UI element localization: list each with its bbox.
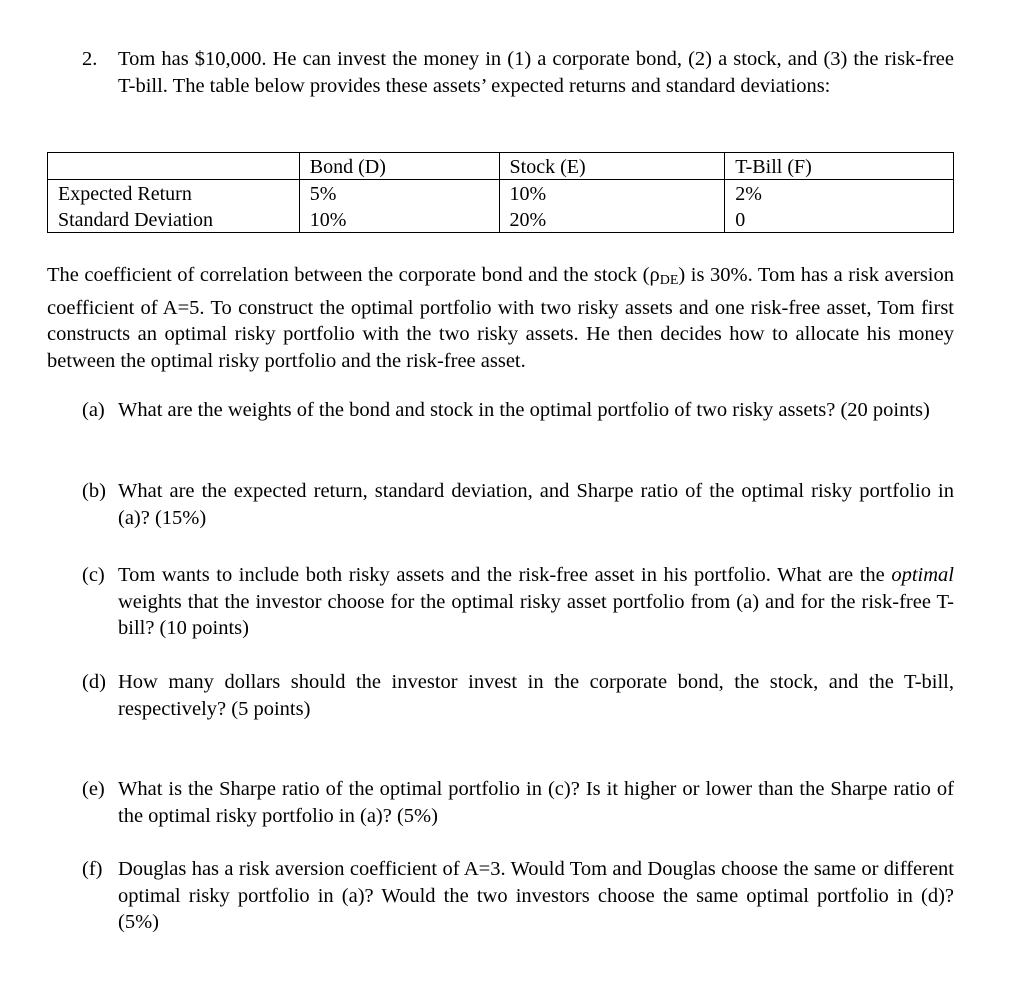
paragraph-text-1: The coefficient of correlation between the corporate bond and the stock ( — [47, 264, 650, 286]
asset-table — [47, 152, 954, 233]
subquestion-text-emphasis: optimal — [891, 564, 954, 586]
subquestion-label: (e) — [82, 778, 105, 800]
question-intro — [82, 46, 954, 99]
table-row-label: Expected Return — [48, 180, 300, 207]
subquestion-b — [82, 478, 954, 531]
table-cell: 20% — [499, 206, 725, 233]
table-header-cell: Bond (D) — [299, 153, 499, 180]
subquestion-text: How many dollars should the investor invest in the corporate bond, the stock, and the T-bill, respectively? (5 points) — [118, 671, 954, 720]
table-header-cell — [48, 153, 300, 180]
table-row — [48, 206, 954, 233]
table-cell: 5% — [299, 180, 499, 207]
table-row-label: Standard Deviation — [48, 206, 300, 233]
rho-symbol: ρ — [649, 264, 660, 286]
subquestion-label: (a) — [82, 399, 105, 421]
subquestion-label: (d) — [82, 671, 106, 693]
subquestion-d — [82, 669, 954, 722]
subquestion-e — [82, 776, 954, 829]
correlation-paragraph — [47, 262, 954, 374]
table-cell: 2% — [725, 180, 954, 207]
subquestion-label: (c) — [82, 564, 105, 586]
subquestion-text — [118, 562, 954, 642]
question-intro-text: Tom has $10,000. He can invest the money in (1) a corporate bond, (2) a stock, and (3) the risk-free T-bill. The table below provides these assets’ expected returns and standard deviations: — [118, 48, 954, 97]
table-header-cell: T-Bill (F) — [725, 153, 954, 180]
subquestion-text: What are the weights of the bond and stock in the optimal portfolio of two risky assets? (20 points) — [118, 399, 930, 421]
table-header-row — [48, 153, 954, 180]
subquestion-label: (b) — [82, 480, 106, 502]
paragraph-text-2: ) is 30%. Tom has a risk aversion coefficient of A=5. To construct the optimal portfolio with two risky assets and one risk-free asset, Tom first constructs an optimal risky portfolio with the two risky assets. He then decides how to allocate his money between the optimal risky portfolio and the risk-free asset. — [47, 264, 954, 372]
subquestion-text: What is the Sharpe ratio of the optimal portfolio in (c)? Is it higher or lower than the Sharpe ratio of the optimal risky portfolio in (a)? (5%) — [118, 778, 954, 827]
question-number: 2. — [82, 48, 98, 70]
subquestion-text: Douglas has a risk aversion coefficient of A=3. Would Tom and Douglas choose the same or different optimal risky portfolio in (a)? Would the two investors choose the same optimal portfolio in (d)? (5%) — [118, 858, 954, 933]
subquestion-a — [82, 397, 954, 424]
subquestion-c — [82, 562, 954, 642]
subquestion-f — [82, 856, 954, 936]
table-row — [48, 180, 954, 207]
subquestion-label: (f) — [82, 858, 103, 880]
table-header-cell: Stock (E) — [499, 153, 725, 180]
subquestion-text: What are the expected return, standard deviation, and Sharpe ratio of the optimal risky portfolio in (a)? (15%) — [118, 480, 954, 529]
table-cell: 0 — [725, 206, 954, 233]
subquestion-text-before: Tom wants to include both risky assets and the risk-free asset in his portfolio. What are the — [118, 564, 892, 586]
table-cell: 10% — [299, 206, 499, 233]
rho-subscript: DE — [659, 273, 679, 288]
table-cell: 10% — [499, 180, 725, 207]
subquestion-text-after: weights that the investor choose for the optimal risky asset portfolio from (a) and for the risk-free T-bill? (10 points) — [118, 590, 954, 639]
